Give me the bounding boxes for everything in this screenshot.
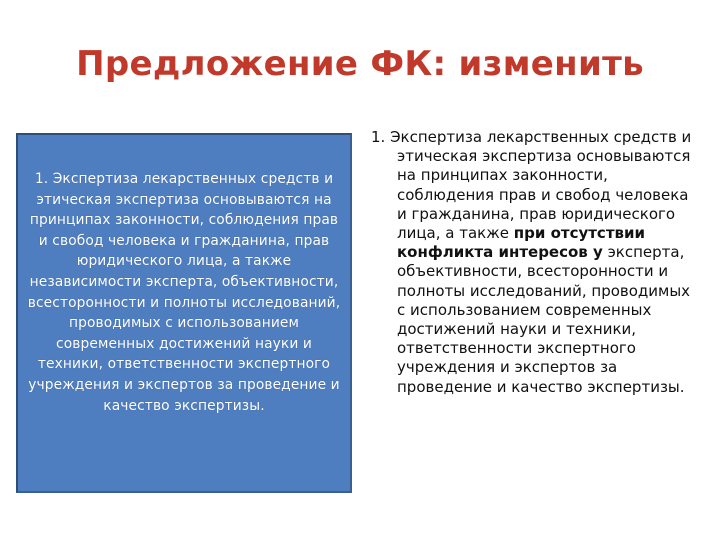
old-version-box — [16, 133, 352, 493]
new-version-text-emphasis: при отсутствии конфликта интересов у — [397, 224, 646, 262]
slide-title: Предложение ФК: изменить — [76, 44, 644, 84]
old-version-text: 1. Экспертиза лекарственных средств и этическая экспертиза основываются на принципах законности, соблюдения прав и свобод человека и гражданина, прав юридического лица, а также независимости эксперта, объективности, всесторонности и полноты исследований, проводимых с использованием современных достижений науки и техники, ответственности экспертного учреждения и экспертов за проведение и качество экспертизы. — [27, 171, 341, 414]
new-version-text-after: эксперта, объективности, всесторонности и полноты исследований, проводимых с использованием современных достижений науки и техники, ответственности экспертного учреждения и экспертов за проведение и качество экспертизы. — [397, 243, 691, 396]
new-version-text-before: 1. Экспертиза лекарственных средств и этическая экспертиза основываются на принципах законности, соблюдения прав и свобод человека и гражданина, прав юридического лица, а также — [371, 128, 692, 243]
new-version-text — [371, 128, 696, 397]
